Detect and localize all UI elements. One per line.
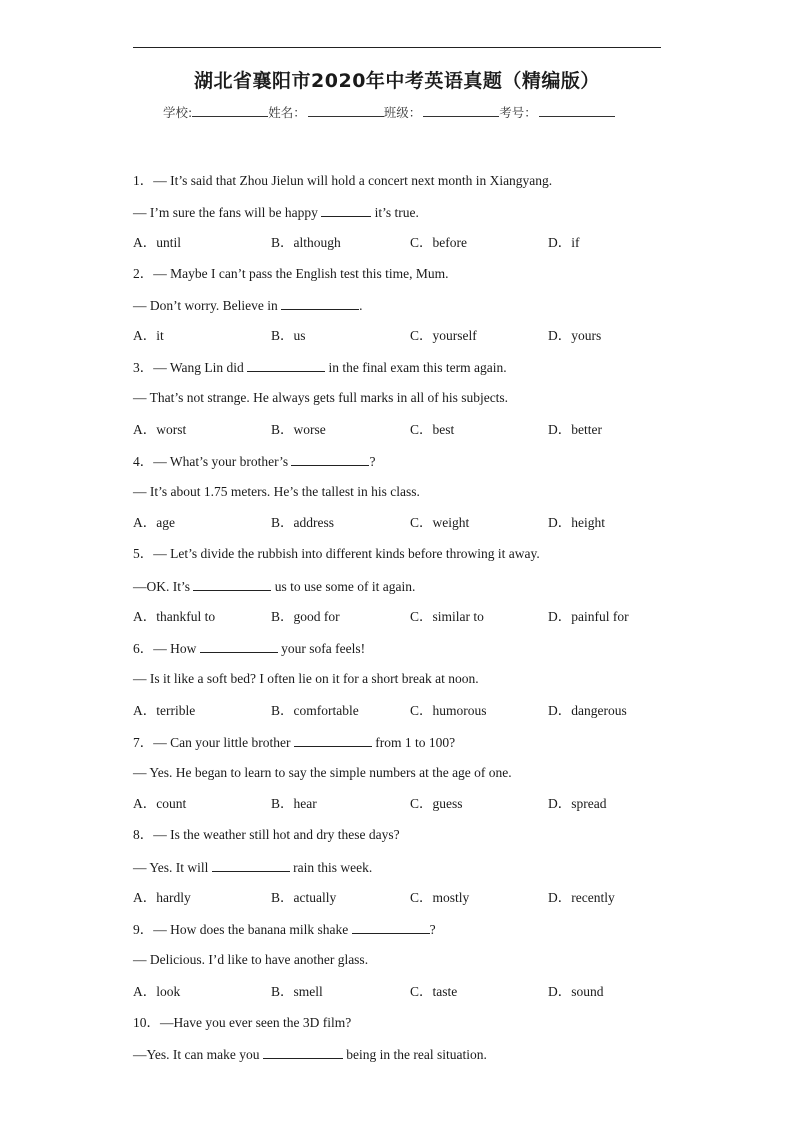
question-4-reply: — It’s about 1.75 meters. He’s the tallest in his class. bbox=[133, 484, 420, 499]
question-7-prompt: 7．— Can your little brother from 1 to 100? bbox=[133, 735, 456, 750]
option-b: B．actually bbox=[271, 890, 337, 905]
option-a: A．age bbox=[133, 515, 175, 530]
answer-blank bbox=[291, 453, 369, 466]
option-a: A．worst bbox=[133, 422, 187, 437]
question-7-reply: — Yes. He began to learn to say the simple numbers at the age of one. bbox=[133, 765, 512, 780]
class-blank bbox=[423, 104, 499, 117]
option-c: C．yourself bbox=[410, 328, 477, 343]
answer-blank bbox=[263, 1046, 343, 1059]
answer-blank bbox=[281, 297, 359, 310]
page-title: 湖北省襄阳市2020年中考英语真题（精编版） bbox=[194, 70, 600, 92]
option-b: B．good for bbox=[271, 609, 340, 624]
answer-blank bbox=[321, 204, 371, 217]
option-c: C．humorous bbox=[410, 703, 487, 718]
option-d: D．sound bbox=[548, 984, 604, 999]
option-a: A．until bbox=[133, 235, 182, 250]
question-1-options bbox=[133, 235, 693, 251]
option-d: D．yours bbox=[548, 328, 602, 343]
question-6-reply: — Is it like a soft bed? I often lie on it for a short break at noon. bbox=[133, 671, 479, 686]
option-c: C．similar to bbox=[410, 609, 484, 624]
option-b: B．hear bbox=[271, 796, 317, 811]
question-5-options bbox=[133, 609, 693, 625]
question-2-reply: — Don’t worry. Believe in . bbox=[133, 298, 363, 313]
question-10-prompt: 10．—Have you ever seen the 3D film? bbox=[133, 1015, 352, 1030]
question-3-options bbox=[133, 422, 693, 438]
option-b: B．worse bbox=[271, 422, 326, 437]
student-info-line bbox=[163, 103, 615, 121]
option-b: B．although bbox=[271, 235, 341, 250]
question-3-reply: — That’s not strange. He always gets full marks in all of his subjects. bbox=[133, 390, 509, 405]
option-a: A．hardly bbox=[133, 890, 191, 905]
question-8-reply: — Yes. It will rain this week. bbox=[133, 860, 373, 875]
option-b: B．smell bbox=[271, 984, 323, 999]
option-d: D．better bbox=[548, 422, 602, 437]
option-c: C．mostly bbox=[410, 890, 470, 905]
option-b: B．comfortable bbox=[271, 703, 359, 718]
question-5-prompt: 5．— Let’s divide the rubbish into different kinds before throwing it away. bbox=[133, 546, 540, 561]
option-d: D．spread bbox=[548, 796, 607, 811]
question-6-prompt: 6．— How your sofa feels! bbox=[133, 641, 366, 656]
option-b: B．address bbox=[271, 515, 334, 530]
option-a: A．look bbox=[133, 984, 181, 999]
question-2-prompt: 2．— Maybe I can’t pass the English test this time, Mum. bbox=[133, 266, 449, 281]
question-5-reply: —OK. It’s us to use some of it again. bbox=[133, 579, 416, 594]
option-d: D．dangerous bbox=[548, 703, 627, 718]
option-a: A．it bbox=[133, 328, 164, 343]
question-8-prompt: 8．— Is the weather still hot and dry these days? bbox=[133, 827, 400, 842]
school-blank bbox=[192, 104, 268, 117]
question-7-options bbox=[133, 796, 693, 812]
school-label: 学校: bbox=[163, 105, 193, 120]
question-9-options bbox=[133, 984, 693, 1000]
answer-blank bbox=[247, 359, 325, 372]
option-c: C．before bbox=[410, 235, 467, 250]
option-c: C．weight bbox=[410, 515, 470, 530]
question-8-options bbox=[133, 890, 693, 906]
option-d: D．if bbox=[548, 235, 580, 250]
question-3-prompt: 3．— Wang Lin did in the final exam this term again. bbox=[133, 360, 507, 375]
question-10-reply: —Yes. It can make you being in the real situation. bbox=[133, 1047, 487, 1062]
question-4-options bbox=[133, 515, 693, 531]
option-a: A．terrible bbox=[133, 703, 196, 718]
question-4-prompt: 4．— What’s your brother’s ? bbox=[133, 454, 376, 469]
answer-blank bbox=[200, 640, 278, 653]
option-d: D．painful for bbox=[548, 609, 629, 624]
option-a: A．thankful to bbox=[133, 609, 216, 624]
option-b: B．us bbox=[271, 328, 306, 343]
question-2-options bbox=[133, 328, 693, 344]
top-rule bbox=[133, 47, 661, 48]
option-d: D．recently bbox=[548, 890, 615, 905]
option-c: C．guess bbox=[410, 796, 463, 811]
option-a: A．count bbox=[133, 796, 187, 811]
class-label: 班级： bbox=[383, 105, 422, 120]
question-9-reply: — Delicious. I’d like to have another glass. bbox=[133, 952, 369, 967]
number-label: 考号： bbox=[499, 105, 537, 120]
option-c: C．best bbox=[410, 422, 455, 437]
question-6-options bbox=[133, 703, 693, 719]
answer-blank bbox=[193, 578, 271, 591]
name-label: 姓名： bbox=[268, 105, 306, 120]
name-blank bbox=[308, 104, 384, 117]
answer-blank bbox=[212, 859, 290, 872]
answer-blank bbox=[352, 921, 430, 934]
answer-blank bbox=[294, 734, 372, 747]
question-1-prompt: 1．— It’s said that Zhou Jielun will hold a concert next month in Xiangyang. bbox=[133, 173, 553, 188]
option-d: D．height bbox=[548, 515, 605, 530]
question-9-prompt: 9．— How does the banana milk shake ? bbox=[133, 922, 436, 937]
question-1-reply: — I’m sure the fans will be happy it’s true. bbox=[133, 205, 419, 220]
option-c: C．taste bbox=[410, 984, 458, 999]
number-blank bbox=[539, 104, 615, 117]
